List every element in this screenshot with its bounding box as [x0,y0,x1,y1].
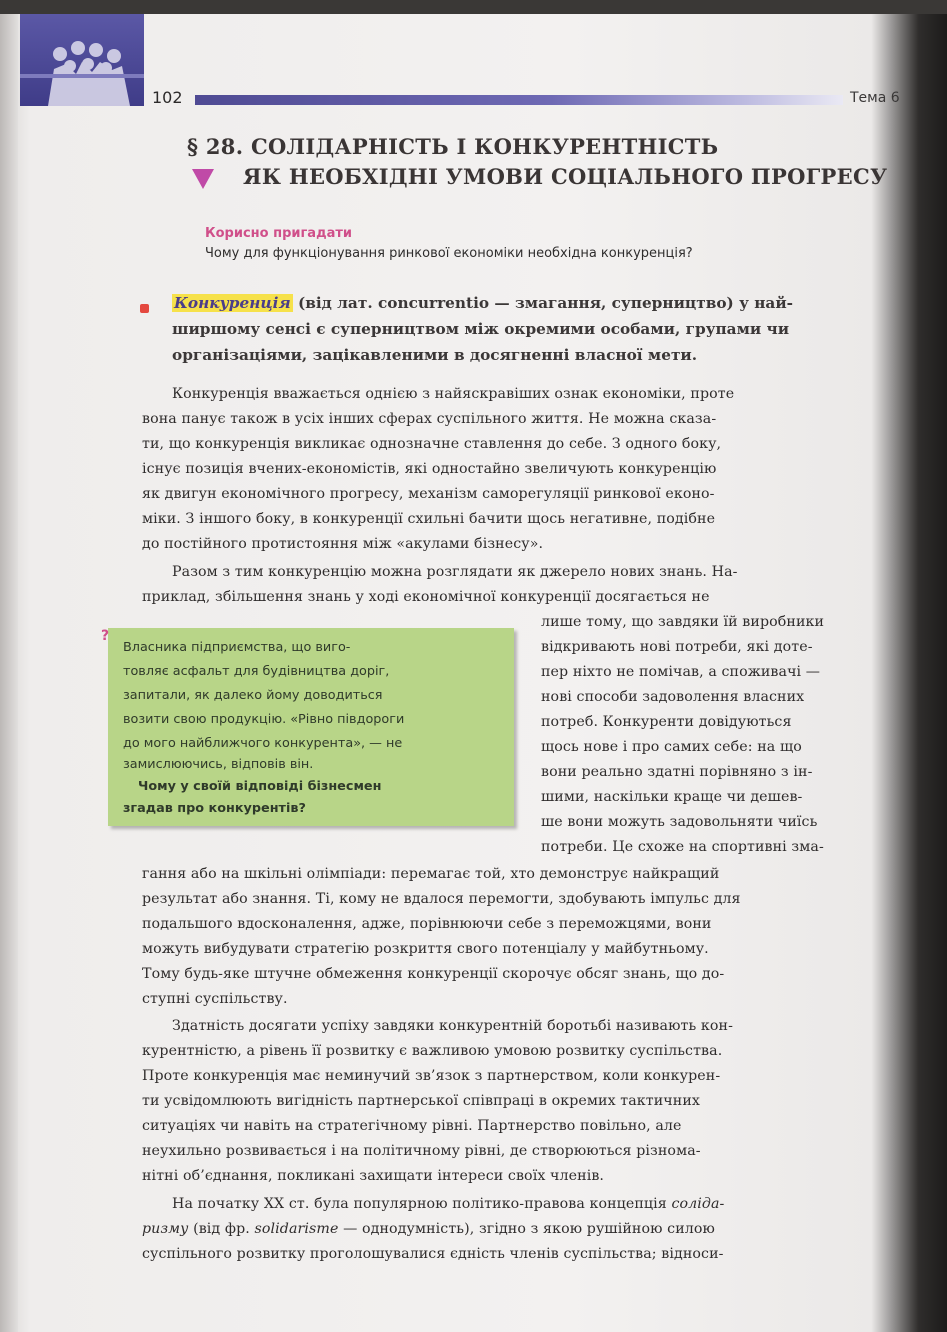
section-label: Тема 6 [850,90,900,106]
paragraph-line: існує позиція вчених-економістів, які одностайно звеличують конкуренцію [142,461,717,477]
paragraph-line: Разом з тим конкуренцію можна розглядати як джерело нових знань. На- [172,564,738,580]
paragraph-line: щось нове і про самих себе: на що [541,739,802,755]
box-question-line: згадав про конкурентів? [123,801,306,816]
paragraph-line: Тому будь-яке штучне обмеження конкуренції скорочує обсяг знань, що до- [142,966,725,982]
paragraph-line: пер ніхто не помічав, а споживачі — [541,664,821,680]
paragraph-line: шими, наскільки краще чи дешев- [541,789,803,805]
paragraph-line: курентністю, а рівень її розвитку є важливою умовою розвитку суспільства. [142,1043,723,1059]
definition-line: ширшому сенсі є суперництвом між окремими особами, групами чи [172,320,790,338]
paragraph-line: вони реально здатні порівняно з ін- [541,764,813,780]
italic-term: ризму [142,1221,189,1237]
paragraph-line [172,1196,724,1212]
text-span: (від фр. [188,1221,255,1237]
bullet-icon [140,304,149,313]
paragraph-line: Здатність досягати успіху завдяки конкурентній боротьбі називають кон- [172,1018,733,1034]
paragraph-line: Конкуренція вважається однією з найяскравіших ознак економіки, проте [172,386,735,402]
italic-term: solidarisme [254,1221,339,1237]
header-photo [20,14,144,106]
top-edge [0,0,947,14]
box-question-line: Чому у своїй відповіді бізнесмен [138,779,382,794]
paragraph-line: ситуаціях чи навіть на стратегічному рівні. Партнерство повільно, але [142,1118,682,1134]
paragraph-line: потреб. Конкуренти довідуються [541,714,792,730]
box-line: до мого найближчого конкурента», — не [123,736,403,751]
text-span: На початку ХХ ст. була популярною політико-правова концепція [172,1196,672,1212]
paragraph-line: гання або на шкільні олімпіади: перемагає той, хто демонструє найкращий [142,866,720,882]
italic-term: соліда- [671,1196,725,1212]
definition-text: (від лат. concurrentio — змагання, суперництво) у най- [292,294,794,312]
question-box [108,628,514,826]
definition-line: організаціями, зацікавленими в досягненні власної мети. [172,346,698,364]
page-spine [0,14,18,1332]
triangle-marker-icon [192,169,214,189]
paragraph-line: приклад, збільшення знань у ході економічної конкуренції досягається не [142,589,710,605]
paragraph-line [142,1221,715,1237]
page-number: 102 [152,88,183,107]
paragraph-line: нові способи задоволення власних [541,689,805,705]
paragraph-line: можуть вибудувати стратегію розкриття свого потенціалу у майбутньому. [142,941,709,957]
header-bar [195,95,843,105]
box-line: товляє асфальт для будівництва доріг, [123,664,390,679]
paragraph-line: результат або знання. Ті, кому не вдалося перемогти, здобувають імпульс для [142,891,741,907]
box-line: Власника підприємства, що виго- [123,640,351,655]
paragraph-line: подальшого вдосконалення, адже, порівнюючи себе з переможцями, вони [142,916,712,932]
recall-question: Чому для функціонування ринкової економіки необхідна конкуренція? [205,246,693,261]
paragraph-line: ти, що конкуренція викликає однозначне ставлення до себе. З одного боку, [142,436,722,452]
box-line: замислюючись, відповів він. [123,757,314,772]
paragraph-line: лише тому, що завдяки їй виробники [541,614,825,630]
definition-term: Конкуренція [174,294,291,312]
paragraph-line: неухильно розвивається і на політичному рівні, де створюються різнома- [142,1143,701,1159]
paragraph-line: нітні об’єднання, покликані захищати інтереси своїх членів. [142,1168,605,1184]
paragraph-line: як двигун економічного прогресу, механізм саморегуляції ринкової еконо- [142,486,715,502]
paragraph-line: Проте конкуренція має неминучий зв’язок з партнерством, коли конкурен- [142,1068,721,1084]
paragraph-line: вона панує також в усіх інших сферах суспільного життя. Не можна сказа- [142,411,717,427]
box-line: возити свою продукцію. «Рівно півдороги [123,712,405,727]
paragraph-line: ступні суспільству. [142,991,288,1007]
paragraph-line: відкривають нові потреби, які доте- [541,639,813,655]
page-title-line2: ЯК НЕОБХІДНІ УМОВИ СОЦІАЛЬНОГО ПРОГРЕСУ [243,164,888,189]
paragraph-line: до постійного протистояння між «акулами бізнесу». [142,536,544,552]
page-title-line1: § 28. СОЛІДАРНІСТЬ І КОНКУРЕНТНІСТЬ [187,134,719,159]
recall-heading: Корисно пригадати [205,226,352,241]
paragraph-line: ше вони можуть задовольняти чиїсь [541,814,818,830]
paragraph-line: потреби. Це схоже на спортивні зма- [541,839,824,855]
paragraph-line: міки. З іншого боку, в конкуренції схильні бачити щось негативне, подібне [142,511,716,527]
paragraph-line: ти усвідомлюють вигідність партнерської співпраці в окремих тактичних [142,1093,700,1109]
text-span: — однодумність), згідно з якою рушійною силою [338,1221,715,1237]
paragraph-line: суспільного розвитку проголошувалися єдність членів суспільства; відноси- [142,1246,724,1262]
question-mark-icon: ? [101,628,110,644]
definition-line [172,294,793,312]
box-line: запитали, як далеко йому доводиться [123,688,383,703]
